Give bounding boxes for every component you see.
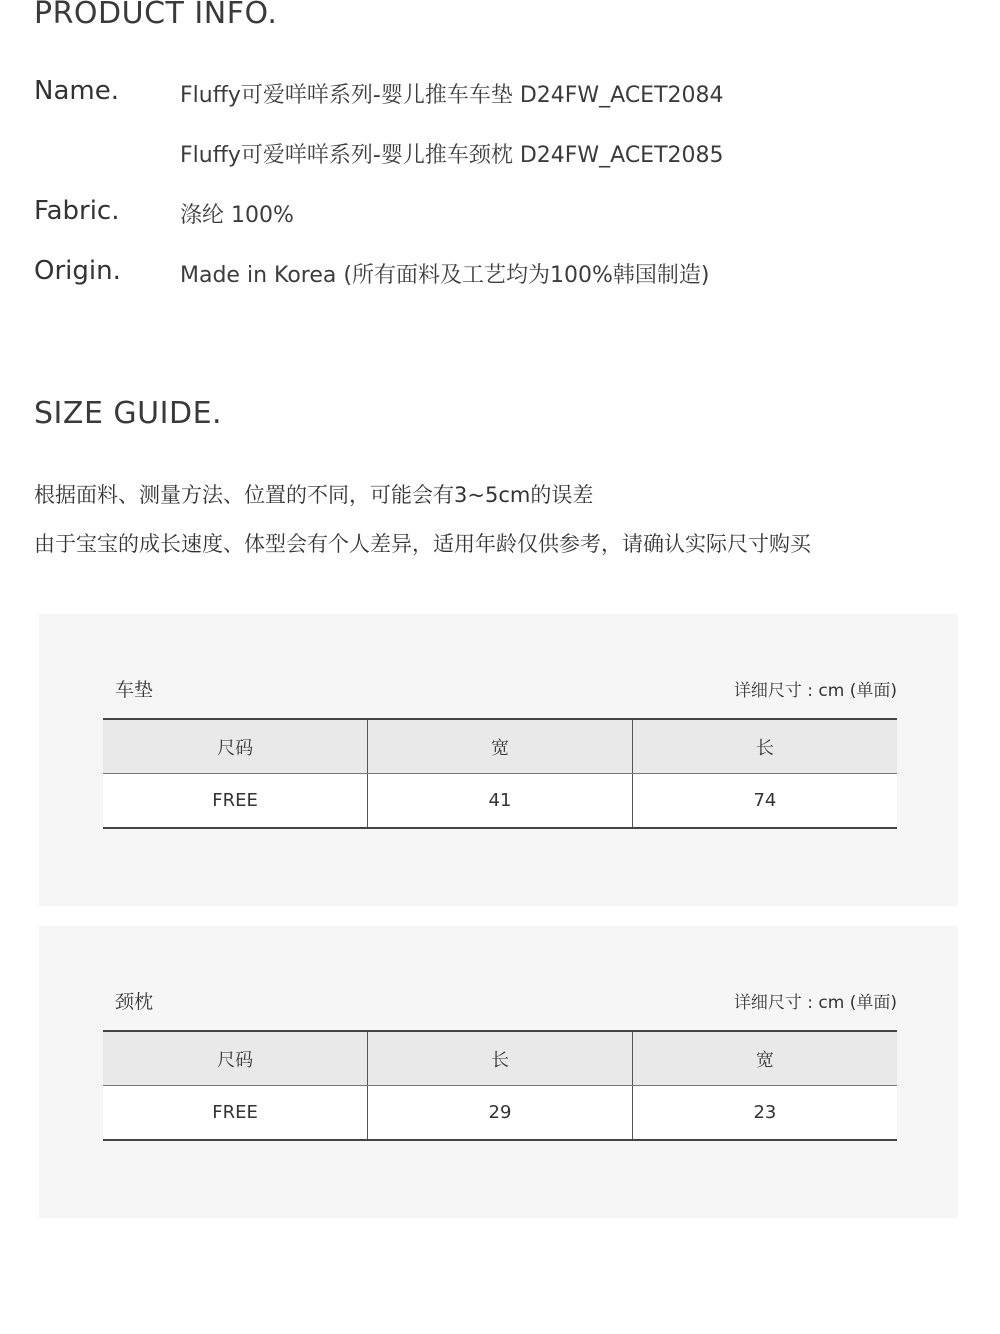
name-row: [34, 76, 964, 116]
product-info-heading: PRODUCT INFO.: [34, 0, 278, 31]
size-table: [103, 1030, 897, 1141]
table-header-row: [103, 719, 897, 774]
table-cell: 23: [632, 1086, 897, 1141]
size-table: [103, 718, 897, 829]
name-row-2: [34, 136, 964, 176]
size-guide-heading: SIZE GUIDE.: [34, 396, 223, 431]
origin-row: [34, 256, 964, 296]
fabric-value: 涤纶 100%: [180, 203, 294, 228]
header-cell: 长: [632, 719, 897, 774]
fabric-row: [34, 196, 964, 236]
table-title: 颈枕: [115, 991, 154, 1013]
size-box-seat-pad: [39, 614, 958, 906]
table-unit: 详细尺寸 : cm (单面): [733, 993, 897, 1013]
size-note-1: 根据面料、测量方法、位置的不同，可能会有3~5cm的误差: [34, 483, 594, 507]
origin-value: Made in Korea (所有面料及工艺均为100%韩国制造): [180, 263, 710, 288]
table-row: [103, 1086, 897, 1141]
header-cell: 尺码: [103, 719, 368, 774]
header-cell: 长: [368, 1031, 633, 1086]
header-cell: 宽: [632, 1031, 897, 1086]
origin-label: Origin.: [34, 256, 121, 286]
table-cell: FREE: [103, 1086, 368, 1141]
size-box-neck-pillow: [39, 926, 958, 1218]
fabric-label: Fabric.: [34, 196, 120, 226]
table-cell: FREE: [103, 774, 368, 829]
size-note-2: 由于宝宝的成长速度、体型会有个人差异，适用年龄仅供参考，请确认实际尺寸购买: [34, 532, 811, 556]
table-unit: 详细尺寸 : cm (单面): [733, 681, 897, 701]
name-label: Name.: [34, 76, 119, 106]
table-cell: 29: [368, 1086, 633, 1141]
table-title: 车垫: [115, 679, 154, 701]
table-header-row: [103, 1031, 897, 1086]
header-cell: 宽: [368, 719, 633, 774]
name-value-1: Fluffy可爱咩咩系列-婴儿推车车垫 D24FW_ACET2084: [180, 83, 724, 108]
header-cell: 尺码: [103, 1031, 368, 1086]
table-cell: 41: [368, 774, 633, 829]
name-value-2: Fluffy可爱咩咩系列-婴儿推车颈枕 D24FW_ACET2085: [180, 143, 724, 168]
table-row: [103, 774, 897, 829]
table-cell: 74: [632, 774, 897, 829]
